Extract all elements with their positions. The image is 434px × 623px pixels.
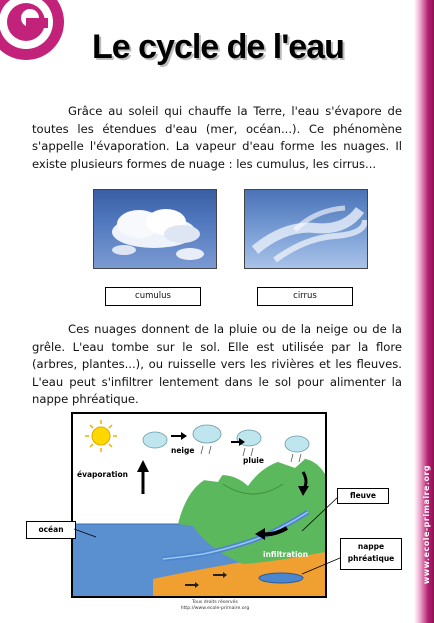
ocean-callout: [26, 521, 76, 539]
intro-paragraph: Grâce au soleil qui chauffe la Terre, l'eau s'évapore de toutes les étendues d'eau (mer, océan...). Ce phénomène s'appelle l'évaporation. La vapeur d'eau forme les nuages. Il existe plusieurs formes de nuage : les cumulus, les cirrus...: [32, 104, 402, 171]
swirl-logo: [0, 0, 78, 70]
nappe-label-line1: nappe: [357, 542, 385, 551]
ocean-label: océan: [38, 525, 64, 534]
fleuve-label: fleuve: [350, 491, 376, 500]
fleuve-pointer: [300, 495, 340, 535]
footer-rights: Tous droits réservés: [192, 600, 238, 605]
footer-url[interactable]: http://www.ecole-primaire.org: [180, 606, 250, 611]
ocean-pointer: [74, 527, 98, 539]
water-cycle-illustration: [73, 414, 325, 596]
pluie-label: pluie: [243, 456, 264, 465]
page-title: Le cycle de l'eau: [92, 28, 344, 66]
water-cycle-diagram: [71, 412, 327, 598]
cumulus-photo: [93, 189, 217, 269]
evaporation-label: évaporation: [77, 470, 128, 479]
infiltration-label: infiltration: [263, 550, 309, 559]
rain-paragraph: Ces nuages donnent de la pluie ou de la neige ou de la grêle. L'eau tombe sur le sol. Elle est utilisée par la flore (arbres, plantes...), ou ruisselle vers les rivières et les fleuves. L'eau peut s'infiltrer lentement dans le sol pour alimenter la nappe phréatique.: [32, 322, 402, 406]
cumulus-caption: cumulus: [105, 287, 201, 306]
cirrus-photo: [244, 189, 368, 269]
nappe-pointer: [300, 556, 342, 576]
footer: [150, 600, 280, 612]
side-band-text: www.ecole-primaire.org: [421, 464, 431, 585]
nappe-callout: [340, 538, 402, 570]
nappe-label-line2: phréatique: [347, 554, 395, 563]
cirrus-caption: cirrus: [257, 287, 353, 306]
fleuve-callout: [337, 488, 389, 504]
neige-label: neige: [171, 446, 195, 455]
